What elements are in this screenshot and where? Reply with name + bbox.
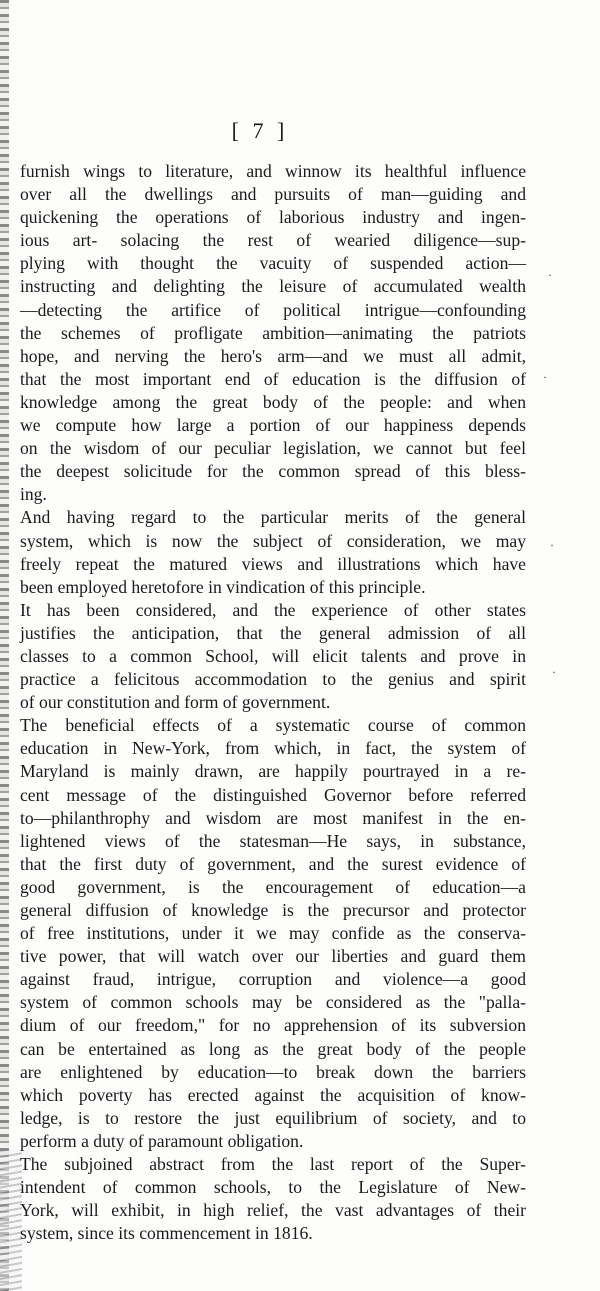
- text-line: general diffusion of knowledge is the precursor and protector: [20, 900, 526, 920]
- margin-speck: ·: [543, 370, 547, 384]
- text-line: lightened views of the statesman—He says, in substance,: [20, 830, 526, 851]
- text-line: hope, and nerving the hero's arm—and we must all admit,: [20, 345, 526, 366]
- text-line: to—philanthrophy and wisdom are most manifest in the en-: [20, 807, 526, 828]
- text-line: plying with thought the vacuity of suspended action—: [20, 253, 526, 274]
- binding-edge-bottom-shadow: [0, 1150, 22, 1291]
- margin-speck: ·: [552, 665, 556, 679]
- text-line: on the wisdom of our peculiar legislation, we cannot but feel: [20, 438, 526, 459]
- text-line: the schemes of profligate ambition—animating the patriots: [20, 322, 526, 343]
- text-line: ing.: [20, 484, 47, 505]
- text-line: over all the dwellings and pursuits of man—guiding and: [20, 184, 526, 205]
- text-line: ledge, is to restore the just equilibrium of society, and to: [20, 1107, 526, 1128]
- text-line: system of common schools may be considered as the "palla-: [20, 992, 526, 1013]
- text-line: instructing and delighting the leisure of accumulated wealth: [20, 276, 526, 297]
- text-line: good government, is the encouragement of education—a: [20, 876, 526, 897]
- text-line: ious art- solacing the rest of wearied diligence—sup-: [20, 230, 526, 251]
- text-line: dium of our freedom," for no apprehension of its subversion: [20, 1015, 526, 1036]
- binding-edge-shadow: [0, 0, 9, 1291]
- text-line: the deepest solicitude for the common spread of this bless-: [20, 461, 526, 482]
- text-line: The beneficial effects of a systematic course of common: [20, 715, 526, 736]
- text-line: knowledge among the great body of the people: and when: [20, 391, 526, 412]
- text-line: been employed heretofore in vindication of this principle.: [20, 576, 426, 597]
- text-line: cent message of the distinguished Governor before referred: [20, 784, 526, 805]
- text-line: justifies the anticipation, that the general admission of all: [20, 622, 526, 643]
- text-line: we compute how large a portion of our happiness depends: [20, 415, 526, 436]
- text-line: And having regard to the particular merits of the general: [20, 507, 526, 528]
- text-line: education in New-York, from which, in fact, the system of: [20, 738, 526, 759]
- text-line: It has been considered, and the experience of other states: [20, 599, 526, 620]
- page-number: [ 7 ]: [231, 118, 289, 143]
- text-line: are enlightened by education—to break down the barriers: [20, 1061, 526, 1082]
- text-line: York, will exhibit, in high relief, the vast advantages of their: [20, 1200, 526, 1221]
- text-line: system, since its commencement in 1816.: [20, 1223, 313, 1244]
- body-text: [20, 160, 526, 1245]
- text-line: against fraud, intrigue, corruption and violence—a good: [20, 969, 526, 990]
- text-line: system, which is now the subject of consideration, we may: [20, 530, 526, 551]
- text-line: that the first duty of government, and the surest evidence of: [20, 853, 526, 874]
- text-line: —detecting the artifice of political intrigue—confounding: [20, 299, 526, 320]
- text-line: practice a felicitous accommodation to the genius and spirit: [20, 669, 526, 690]
- text-line: Maryland is mainly drawn, are happily pourtrayed in a re-: [20, 761, 526, 782]
- text-line: which poverty has erected against the acquisition of know-: [20, 1084, 526, 1105]
- text-line: that the most important end of education is the diffusion of: [20, 368, 526, 389]
- text-line: tive power, that will watch over our liberties and guard them: [20, 946, 526, 967]
- text-line: freely repeat the matured views and illustrations which have: [20, 553, 526, 574]
- text-line: perform a duty of paramount obligation.: [20, 1130, 304, 1151]
- text-line: intendent of common schools, to the Legislature of New-: [20, 1177, 526, 1198]
- margin-speck: ·: [548, 268, 552, 282]
- text-line: can be entertained as long as the great body of the people: [20, 1038, 526, 1059]
- text-line: furnish wings to literature, and winnow its healthful influence: [20, 161, 526, 181]
- margin-speck: ·: [550, 538, 554, 552]
- text-line: The subjoined abstract from the last report of the Super-: [20, 1154, 526, 1175]
- text-line: of our constitution and form of government.: [20, 692, 331, 713]
- text-line: classes to a common School, will elicit talents and prove in: [20, 645, 526, 666]
- text-line: quickening the operations of laborious industry and ingen-: [20, 207, 526, 228]
- text-line: of free institutions, under it we may confide as the conserva-: [20, 923, 526, 944]
